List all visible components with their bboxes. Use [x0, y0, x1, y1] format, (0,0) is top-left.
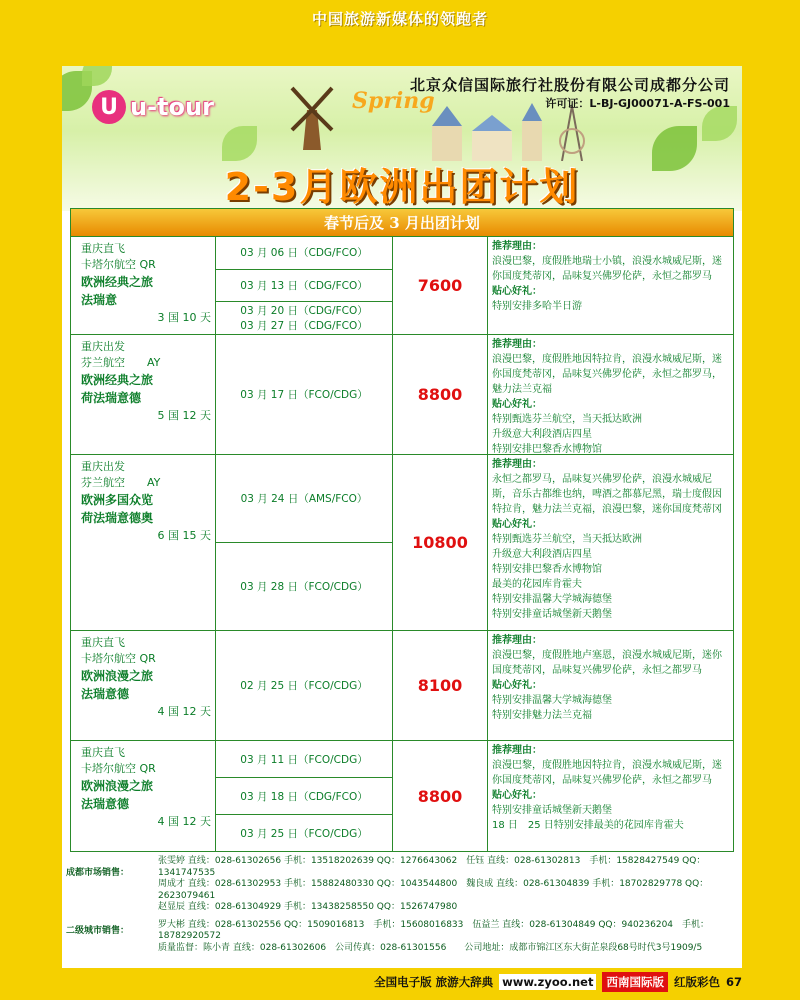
departure-date	[216, 631, 392, 740]
tour-name: 欧洲经典之旅	[81, 275, 154, 289]
tour-group-row	[71, 631, 733, 741]
highlight-heading: 贴心好礼：	[492, 519, 542, 530]
departure-plan-table	[70, 208, 734, 852]
chengdu-sales-label: 成都市场销售：	[66, 868, 130, 878]
departure-date	[216, 335, 392, 454]
sales-line: 赵显辰 直线：028-61304929 手机：13438258550 QQ：1526747980	[158, 902, 458, 912]
tour-name: 荷法瑞意德	[81, 391, 142, 405]
tour-duration: 3 国 10 天	[157, 311, 211, 324]
tour-name: 法瑞意	[81, 293, 118, 307]
highlight-text: 升级意大利段酒店四星	[492, 429, 592, 440]
departure-date-text: 03 月 18 日（CDG/FCO）	[240, 790, 368, 803]
tour-group-row	[71, 741, 733, 851]
highlight-text: 特别安排温馨大学城海德堡	[492, 695, 612, 706]
tour-duration: 4 国 12 天	[157, 815, 211, 828]
chengdu-sales	[66, 856, 738, 914]
tour-name: 欧洲多国众览	[81, 493, 154, 507]
tour-name: 荷法瑞意德奥	[81, 511, 154, 525]
sales-contacts	[62, 856, 742, 954]
departure-dates-cell	[216, 741, 393, 851]
highlight-heading: 贴心好礼：	[492, 790, 542, 801]
departure-date	[216, 270, 392, 303]
tour-info-cell	[71, 455, 216, 630]
highlight-text: 特别安排多哈半日游	[492, 301, 582, 312]
license-number: 许可证：L-BJ-GJ00071-A-FS-001	[545, 97, 730, 110]
highlight-heading: 贴心好礼：	[492, 399, 542, 410]
tour-flight-info: 重庆直飞	[81, 242, 125, 255]
highlight-text: 特别安排魅力法兰克福	[492, 710, 592, 721]
tour-highlights-cell	[488, 455, 733, 630]
secondary-sales	[66, 920, 738, 955]
secondary-sales-label: 二级城市销售：	[66, 925, 130, 936]
departure-date-text: 03 月 25 日（FCO/CDG）	[240, 827, 368, 840]
tour-flight-info: 芬兰航空 AY	[81, 356, 161, 369]
tour-name: 法瑞意德	[81, 687, 130, 701]
highlight-text: 浪漫巴黎，度假胜地因特拉肯，浪漫水城威尼斯，迷你国度梵蒂冈，品味复兴佛罗伦萨，永恒之都罗马	[492, 760, 722, 786]
highlight-heading: 推荐理由：	[492, 241, 542, 252]
header-banner	[62, 66, 742, 211]
page-number: 67	[725, 975, 742, 989]
highlight-heading: 贴心好礼：	[492, 680, 542, 691]
highlight-text: 浪漫巴黎，度假胜地卢塞恩，浪漫水城威尼斯，迷你国度梵蒂冈，品味复兴佛罗伦萨，永恒之都罗马	[492, 650, 722, 676]
departure-date-text: 03 月 28 日（FCO/CDG）	[240, 581, 368, 593]
tour-highlights-cell	[488, 237, 733, 334]
tour-duration: 4 国 12 天	[157, 705, 211, 718]
departure-dates-cell	[216, 455, 393, 630]
tour-name: 欧洲经典之旅	[81, 373, 154, 387]
tour-flight-info: 芬兰航空 AY	[81, 476, 161, 489]
highlight-text: 浪漫巴黎，度假胜地因特拉肯，浪漫水城威尼斯，迷你国度梵蒂冈，品味复兴佛罗伦萨，永恒之都罗马，魅力法兰克福	[492, 354, 722, 395]
spring-script: Spring	[352, 88, 435, 114]
tour-price: 10800	[393, 455, 488, 630]
company-name: 北京众信国际旅行社股份有限公司成都分公司	[409, 76, 730, 94]
departure-date	[216, 815, 392, 851]
tour-flight-info: 重庆直飞	[81, 636, 125, 649]
tour-info-cell	[71, 741, 216, 851]
tour-highlights-cell	[488, 335, 733, 454]
tour-price: 8100	[393, 631, 488, 740]
highlight-text: 特别安排巴黎香水博物馆	[492, 564, 602, 575]
highlight-heading: 推荐理由：	[492, 635, 542, 646]
leaf-decoration	[702, 106, 737, 141]
departure-date	[216, 455, 392, 543]
tour-duration: 5 国 12 天	[157, 409, 211, 422]
sales-line: 张雯婷 直线：028-61302656 手机：13518202639 QQ：1276643062 任钰 直线：028-61302813 手机：15828427549 QQ：1341747535	[158, 856, 706, 878]
departure-date-text: 03 月 06 日（CDG/FCO）	[240, 247, 368, 260]
departure-date	[216, 741, 392, 778]
tour-info-cell	[71, 335, 216, 454]
departure-date	[216, 302, 392, 334]
departure-dates-cell	[216, 237, 393, 334]
highlight-text: 特别安排童话城堡新天鹅堡	[492, 805, 612, 816]
sales-line: 质量监督：陈小青 直线：028-61302606 公司传真：028-61301556 公司地址：成都市锦江区东大街芷泉段68号时代3号1909/5	[158, 942, 703, 953]
tour-group-row	[71, 237, 733, 335]
tour-name: 欧洲浪漫之旅	[81, 669, 154, 683]
departure-dates-cell	[216, 631, 393, 740]
tour-info-cell	[71, 237, 216, 334]
footer-url[interactable]: www.zyoo.net	[499, 974, 596, 990]
tour-highlights-cell	[488, 741, 733, 851]
departure-date-text: 03 月 11 日（FCO/CDG）	[240, 753, 368, 766]
tour-duration: 6 国 15 天	[157, 529, 211, 542]
page-title: 2-3月欧洲出团计划	[224, 165, 580, 209]
footer-region: 西南国际版	[602, 972, 668, 992]
tour-flight-info: 重庆出发	[81, 460, 125, 473]
tour-flight-info: 卡塔尔航空 QR	[81, 652, 156, 665]
tour-info-cell	[71, 631, 216, 740]
highlight-heading: 推荐理由：	[492, 459, 542, 470]
tour-groups	[71, 237, 733, 851]
departure-date	[216, 543, 392, 630]
tour-flight-info: 卡塔尔航空 QR	[81, 258, 156, 271]
highlight-text: 升级意大利段酒店四星	[492, 549, 592, 560]
highlight-text: 特别甄选芬兰航空，当天抵达欧洲	[492, 534, 642, 545]
utour-logo-mark: U	[92, 90, 126, 124]
footer-colour: 红版彩色	[673, 975, 720, 989]
highlight-text: 18 日 25 日特别安排最美的花园库肯霍夫	[492, 820, 684, 831]
departure-date-text: 03 月 13 日（CDG/FCO）	[240, 280, 368, 292]
departure-date-text: 03 月 27 日（CDG/FCO）	[240, 320, 368, 333]
tour-price: 7600	[393, 237, 488, 334]
highlight-text: 特别安排童话城堡新天鹅堡	[492, 609, 612, 620]
utour-logo	[92, 90, 214, 124]
departure-date	[216, 778, 392, 815]
footer-edition: 全国电子版 旅游大辞典	[374, 975, 494, 989]
tour-name: 法瑞意德	[81, 797, 130, 811]
leaf-decoration	[82, 66, 112, 86]
highlight-text: 特别甄选芬兰航空，当天抵达欧洲	[492, 414, 642, 425]
tour-price: 8800	[393, 335, 488, 454]
tour-name: 欧洲浪漫之旅	[81, 779, 154, 793]
highlight-text: 永恒之都罗马，品味复兴佛罗伦萨，浪漫水城威尼斯，音乐古都维也纳，啤酒之都慕尼黑，瑞士度假因特拉肯，魅力法兰克福，浪漫巴黎，迷你国度梵蒂冈	[492, 474, 722, 515]
section-title: 春节后及 3 月出团计划	[71, 209, 733, 237]
highlight-heading: 贴心好礼：	[492, 286, 542, 297]
flyer-sheet	[62, 66, 742, 968]
highlight-text: 最美的花园库肯霍夫	[492, 579, 582, 590]
tour-flight-info: 卡塔尔航空 QR	[81, 762, 156, 775]
highlight-heading: 推荐理由：	[492, 339, 542, 350]
sales-line: 罗大彬 直线：028-61302556 QQ：1509016813 手机：15608016833 伍益兰 直线：028-61304849 QQ：940236204 手机：18782920572	[158, 919, 710, 941]
departure-date-text: 02 月 25 日（FCO/CDG）	[240, 680, 368, 692]
departure-date-text: 03 月 20 日（CDG/FCO）	[240, 305, 368, 318]
tour-group-row	[71, 455, 733, 631]
highlight-text: 浪漫巴黎，度假胜地瑞士小镇，浪漫水城威尼斯，迷你国度梵蒂冈，品味复兴佛罗伦萨，永恒之都罗马	[492, 256, 722, 282]
sales-line: 周成才 直线：028-61302953 手机：15882480330 QQ：1043544800 魏良成 直线：028-61304839 手机：18702829778 QQ：2623079461	[158, 879, 709, 901]
departure-date-text: 03 月 17 日（FCO/CDG）	[240, 389, 368, 401]
tour-price: 8800	[393, 741, 488, 851]
highlight-heading: 推荐理由：	[492, 745, 542, 756]
tour-flight-info: 重庆直飞	[81, 746, 125, 759]
tour-flight-info: 重庆出发	[81, 340, 125, 353]
top-slogan: 中国旅游新媒体的领跑者	[311, 10, 488, 28]
utour-logo-text: u-tour	[130, 93, 214, 121]
tour-highlights-cell	[488, 631, 733, 740]
departure-date-text: 03 月 24 日（AMS/FCO）	[240, 493, 368, 505]
windmill-icon	[287, 80, 337, 150]
footer-bar	[232, 969, 742, 995]
highlight-text: 特别安排巴黎香水博物馆	[492, 444, 602, 455]
departure-dates-cell	[216, 335, 393, 454]
tour-group-row	[71, 335, 733, 455]
highlight-text: 特别安排温馨大学城海德堡	[492, 594, 612, 605]
departure-date	[216, 237, 392, 270]
